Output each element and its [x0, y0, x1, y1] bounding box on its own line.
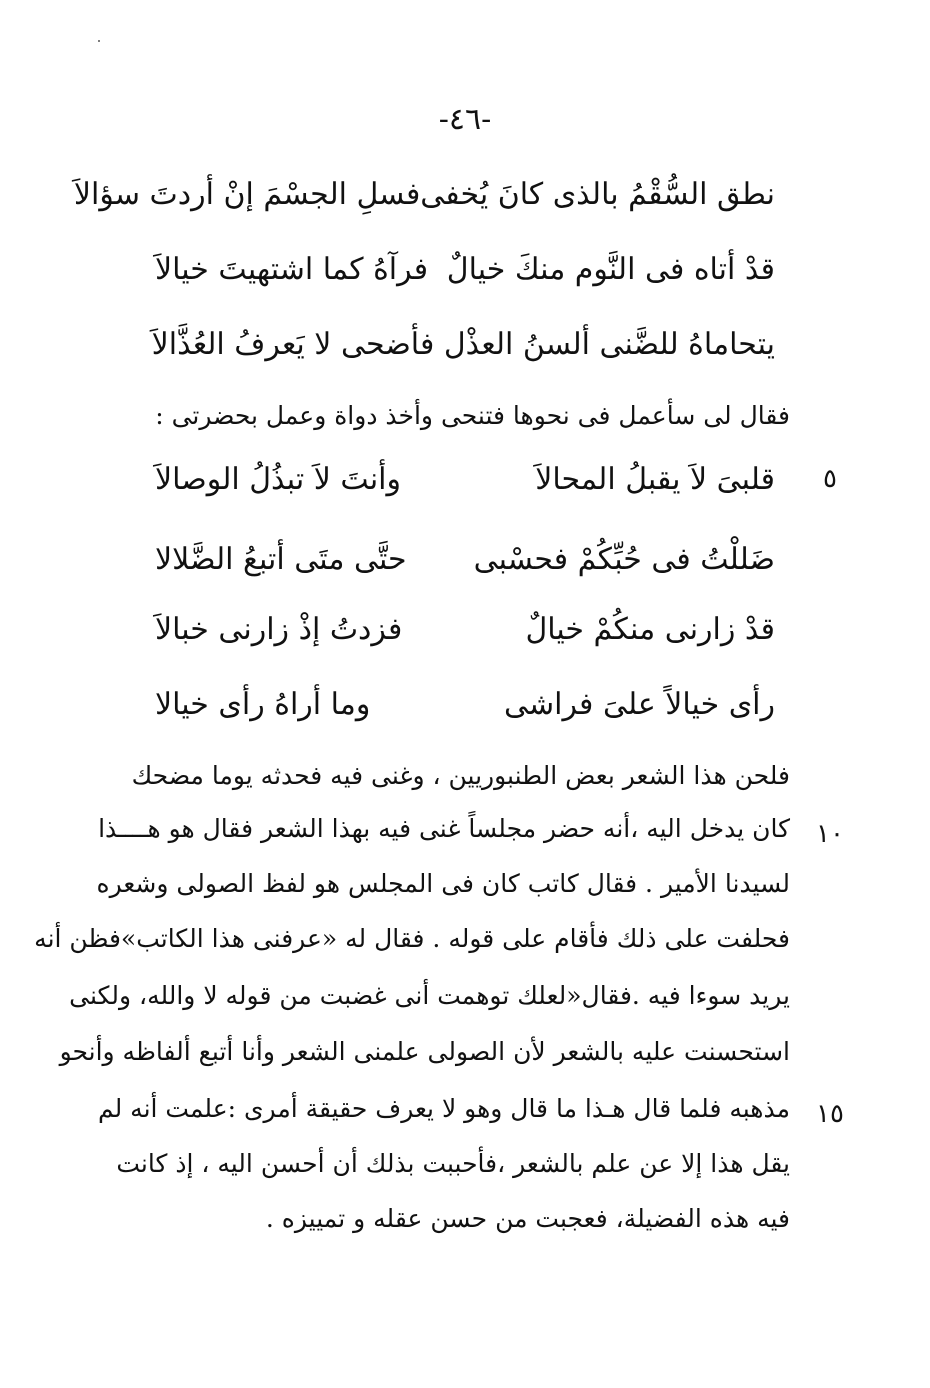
prose-line: يقل هذا إلا عن علم بالشعر ،فأحببت بذلك أن أحسن اليه ، إذ كانت: [116, 1149, 790, 1178]
verse-second-hemistich: ل فأضحى لا يَعرفُ العُذَّالاَ: [151, 327, 466, 362]
verse-second-hemistich: فزدتُ إذْ زارنى خبالاَ: [155, 612, 403, 647]
verse-line: [155, 675, 775, 735]
verse-second-hemistich: وما أراهُ رأى خيالا: [155, 687, 371, 722]
verse-line: [155, 600, 775, 660]
prose-line: لسيدنا الأمير . فقال كاتب كان فى المجلس هو لفظ الصولى وشعره: [96, 869, 790, 898]
page-number: -٤٦-: [438, 102, 492, 137]
paper-speck: [98, 40, 100, 42]
verse-line: [155, 240, 775, 300]
intro-text: فقال لى سأعمل فى نحوها فتنحى وأخذ دواة وعمل بحضرتى :: [155, 401, 790, 430]
verse-line: [73, 165, 775, 225]
prose-line: مذهبه فلما قال هـذا ما قال وهو لا يعرف حقيقة أمرى :علمت أنه لم: [97, 1094, 790, 1123]
verse-first-hemistich: قلبىَ لاَ يقبلُ المحالاَ: [535, 462, 775, 497]
verse-second-hemistich: فرآهُ كما اشتهيتَ خيالاَ: [155, 252, 429, 287]
verse-line: [155, 530, 775, 590]
prose-line: فحلفت على ذلك فأقام على قوله . فقال له «عرفنى هذا الكاتب»فظن أنه: [34, 924, 790, 953]
verse-line: [155, 450, 775, 510]
verse-first-hemistich: يتحاماهُ للضَّنى ألسنُ العذْ: [465, 327, 775, 362]
verse-first-hemistich: ضَللْتُ فى حُبِّكُمْ فحسْبى: [473, 542, 775, 577]
prose-line: فيه هذه الفضيلة، فعجبت من حسن عقله و تمييزه .: [265, 1204, 790, 1233]
line-number-marker: ١٥: [816, 1099, 844, 1129]
verse-line: [151, 315, 775, 375]
prose-line: استحسنت عليه بالشعر لأن الصولى علمنى الشعر وأنا أتبع ألفاظه وأنحو: [59, 1037, 790, 1066]
line-number-marker: ٥: [823, 464, 837, 494]
verse-first-hemistich: قدْ أتاه فى النَّوم منكَ خيالٌ: [446, 252, 775, 287]
verse-first-hemistich: نطق السُّقْمُ بالذى كانَ يُخفى: [420, 177, 775, 212]
line-number-marker: ١٠: [816, 819, 844, 849]
verse-first-hemistich: قدْ زارنى منكُمْ خيالٌ: [525, 612, 775, 647]
verse-second-hemistich: وأنتَ لاَ تبذُلُ الوصالاَ: [155, 462, 401, 497]
prose-line: كان يدخل اليه ،أنه حضر مجلساً غنى فيه بهذا الشعر فقال هو هــــذا: [98, 814, 790, 843]
verse-second-hemistich: فسلِ الجسْمَ إنْ أردتَ سؤالاَ: [73, 177, 421, 212]
verse-second-hemistich: حتَّى متَى أتبعُ الضَّلالا: [155, 542, 407, 577]
prose-line: يريد سوءا فيه .فقال«لعلك توهمت أنى غضبت من قوله لا والله، ولكنى: [69, 981, 790, 1010]
verse-first-hemistich: رأى خيالاً علىَ فراشى: [504, 687, 775, 722]
prose-line: فلحن هذا الشعر بعض الطنبوريين ، وغنى فيه فحدثه يوما مضحك: [131, 761, 790, 790]
